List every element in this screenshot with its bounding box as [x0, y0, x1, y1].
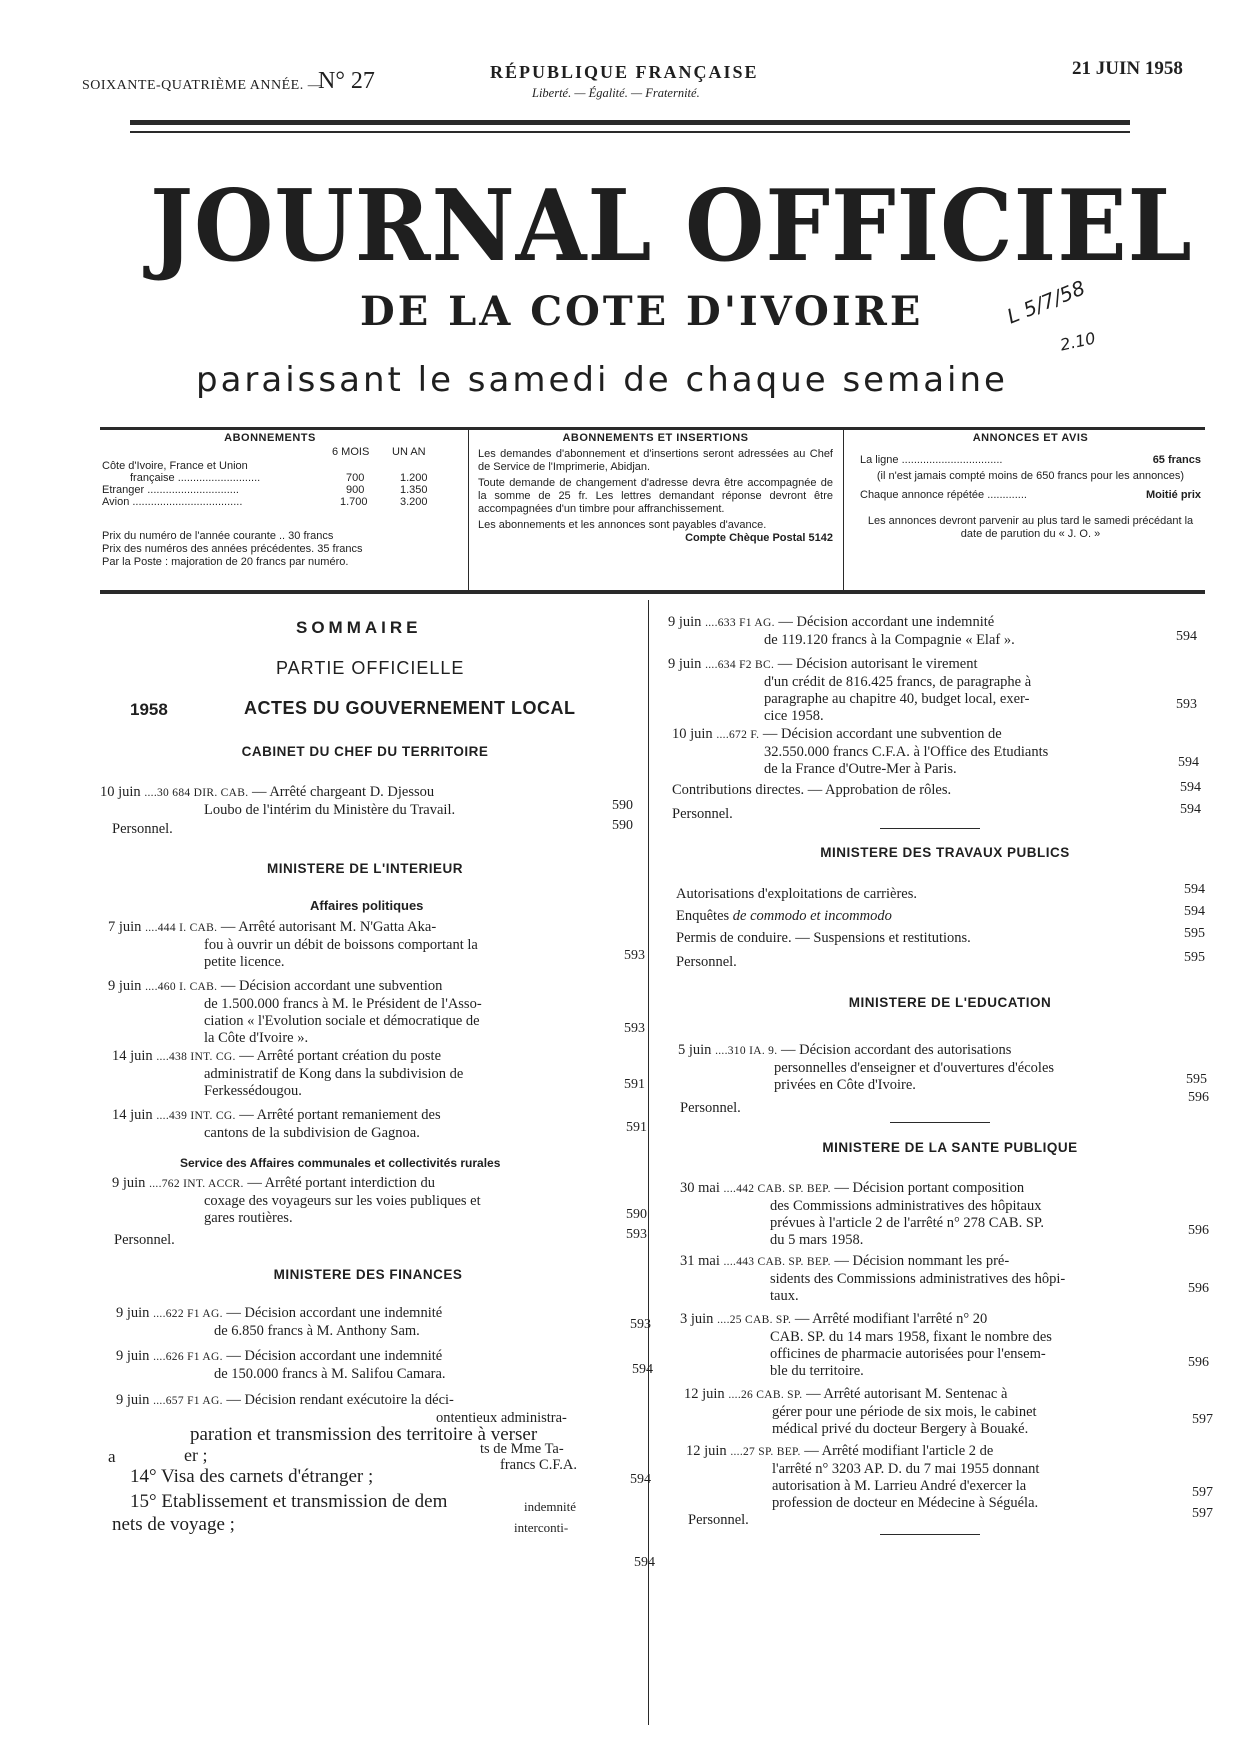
section-rule — [890, 1122, 990, 1123]
service-heading: Service des Affaires communales et collectivités rurales — [180, 1156, 501, 1170]
line-price-value: 65 francs — [1152, 454, 1201, 466]
min-charge-note: (il n'est jamais compté moins de 650 francs pour les annonces) — [876, 470, 1185, 482]
publication-frequency: paraissant le samedi de chaque semaine — [196, 360, 1008, 400]
page-number: 590 — [612, 798, 633, 813]
rate-row-value: 700 — [346, 472, 365, 484]
handwritten-number: 2.10 — [1058, 328, 1098, 355]
entry-text: ciation « l'Evolution sociale et démocratique de — [204, 1013, 480, 1029]
entry-text: personnelles d'enseigner et d'ouvertures d'écoles — [774, 1060, 1055, 1076]
entry-text: CAB. SP. du 14 mars 1958, fixant le nombre des — [770, 1329, 1052, 1345]
overlay-fragment: paration et transmission des territoire à verser — [190, 1424, 538, 1445]
rate-row-value: 1.200 — [400, 472, 428, 484]
rate-row-label: Côte d'Ivoire, France et Union — [102, 460, 248, 472]
rate-row-value: 1.700 — [340, 496, 368, 508]
entry-code: ....30 684 DIR. CAB. — [144, 787, 249, 799]
entry-code: ....672 F. — [716, 729, 760, 741]
entry-text: — Décision accordant une subvention — [220, 978, 443, 994]
page-number: 594 — [632, 1362, 653, 1377]
entry-date: 9 juin — [108, 978, 142, 994]
entry-date: 31 mai — [680, 1253, 720, 1269]
page-number: 591 — [626, 1120, 647, 1135]
deadline-note: Les annonces devront parvenir au plus tard le samedi précédant la date de parution du « J. O. » — [867, 515, 1194, 540]
entry-text: du 5 mars 1958. — [770, 1232, 864, 1248]
section-rule — [880, 1534, 980, 1535]
toc-entry — [680, 1311, 1180, 1380]
entry-code: ....634 F2 BC. — [705, 659, 775, 671]
entry-text: — Décision accordant une indemnité — [226, 1348, 443, 1364]
entry-date: 7 juin — [108, 919, 142, 935]
finances-heading: MINISTERE DES FINANCES — [273, 1267, 463, 1282]
entry-text: la Côte d'Ivoire ». — [204, 1030, 309, 1046]
motto: Liberté. — Égalité. — Fraternité. — [532, 86, 700, 100]
journal-subtitle: DE LA COTE D'IVOIRE — [360, 288, 924, 335]
entry-code: ....25 CAB. SP. — [717, 1314, 792, 1326]
entry-text: — Arrêté autorisant M. Sentenac à — [806, 1386, 1008, 1402]
toc-line: Autorisations d'exploitations de carrières. — [676, 886, 917, 902]
page-number: 596 — [1188, 1281, 1209, 1296]
entry-code: ....26 CAB. SP. — [728, 1389, 803, 1401]
page-number: 594 — [1180, 802, 1201, 817]
entry-code: ....444 I. CAB. — [145, 922, 218, 934]
col-six-months: 6 MOIS — [332, 446, 370, 458]
entry-text: — Décision rendant exécutoire la déci- — [226, 1392, 454, 1408]
toc-entry — [116, 1348, 616, 1383]
overlay-fragment: ts de Mme Ta- — [480, 1441, 564, 1457]
entry-text: — Arrêté autorisant M. N'Gatta Aka- — [220, 919, 437, 935]
entry-text: fou à ouvrir un débit de boissons comportant la — [204, 937, 478, 953]
entry-text: — Arrêté portant création du poste — [239, 1048, 442, 1064]
entry-text: Ferkessédougou. — [204, 1083, 302, 1099]
page-number: 594 — [1184, 882, 1205, 897]
toc-entry — [668, 656, 1168, 725]
overlay-fragment: 14° Visa des carnets d'étranger ; — [130, 1466, 374, 1487]
repeat-label: Chaque annonce répétée ............. — [860, 489, 1027, 501]
toc-entry — [100, 784, 600, 819]
entry-code: ....439 INT. CG. — [156, 1110, 236, 1122]
entry-text: ble du territoire. — [770, 1363, 864, 1379]
entry-text: cantons de la subdivision de Gagnoa. — [204, 1125, 420, 1141]
page-number: 597 — [1192, 1485, 1213, 1500]
box-insertions — [478, 432, 833, 545]
box-insertions-title: ABONNEMENTS ET INSERTIONS — [562, 432, 749, 444]
rate-row-value: 3.200 — [400, 496, 428, 508]
toc-entry — [668, 614, 1168, 649]
entry-code: ....633 F1 AG. — [705, 617, 775, 629]
box-subscriptions — [100, 432, 462, 569]
page-number: 597 — [1192, 1506, 1213, 1521]
travaux-heading: MINISTERE DES TRAVAUX PUBLICS — [820, 845, 1070, 860]
rate-row-value: 1.350 — [400, 484, 428, 496]
toc-entry — [672, 726, 1172, 778]
issue-number: N° 27 — [318, 68, 375, 94]
entry-text: de 150.000 francs à M. Salifou Camara. — [214, 1366, 446, 1382]
page-number: 595 — [1186, 1072, 1207, 1087]
entry-date: 10 juin — [100, 784, 141, 800]
entry-date: 3 juin — [680, 1311, 714, 1327]
entry-date: 14 juin — [112, 1107, 153, 1123]
insertions-paragraph: Les abonnements et les annonces sont payables d'avance. — [478, 519, 767, 531]
personnel-line: Personnel. — [672, 806, 733, 822]
page-number: 596 — [1188, 1090, 1209, 1105]
postal-account: Compte Chèque Postal 5142 — [685, 532, 833, 544]
toc-entry — [678, 1042, 1178, 1094]
entry-text: de 1.500.000 francs à M. le Président de l'Asso- — [204, 996, 482, 1012]
handwritten-note: L 5/7/58 — [1003, 275, 1089, 329]
entry-text: cice 1958. — [764, 708, 824, 724]
page-number: 597 — [1192, 1412, 1213, 1427]
entry-date: 9 juin — [116, 1305, 150, 1321]
toc-entry — [116, 1392, 626, 1427]
entry-text: — Décision accordant une indemnité — [778, 614, 995, 630]
entry-text: — Arrêté modifiant l'arrêté n° 20 — [794, 1311, 988, 1327]
page-number: 594 — [1180, 780, 1201, 795]
entry-text: sidents des Commissions administratives des hôpi- — [770, 1271, 1066, 1287]
rate-row-label: Etranger .............................. — [102, 484, 239, 496]
personnel-line: Personnel. — [112, 821, 173, 837]
partie-heading: PARTIE OFFICIELLE — [276, 658, 465, 678]
cabinet-heading: CABINET DU CHEF DU TERRITOIRE — [241, 744, 489, 759]
entry-date: 9 juin — [116, 1348, 150, 1364]
line-price-label: La ligne ................................. — [860, 454, 1003, 466]
page-number: 594 — [1184, 904, 1205, 919]
entry-date: 12 juin — [686, 1443, 727, 1459]
entry-date: 9 juin — [116, 1392, 150, 1408]
personnel-line: Personnel. — [676, 954, 737, 970]
toc-entry — [116, 1305, 616, 1340]
personnel-line: Personnel. — [680, 1100, 741, 1116]
overlay-fragment: nets de voyage ; — [112, 1514, 235, 1535]
entry-text: — Arrêté portant interdiction du — [247, 1175, 435, 1191]
entry-code: ....626 F1 AG. — [153, 1351, 223, 1363]
entry-date: 9 juin — [112, 1175, 146, 1191]
toc-entry — [108, 978, 608, 1047]
entry-text: d'un crédit de 816.425 francs, de paragraphe à — [764, 674, 1032, 690]
entry-text: Loubo de l'intérim du Ministère du Travail. — [204, 802, 456, 818]
education-heading: MINISTERE DE L'EDUCATION — [848, 995, 1052, 1010]
toc-entry — [680, 1180, 1180, 1249]
entry-text: médical privé du docteur Bergery à Bouaké. — [772, 1421, 1029, 1437]
entry-text: taux. — [770, 1288, 799, 1304]
entry-date: 9 juin — [668, 614, 702, 630]
entry-date: 30 mai — [680, 1180, 720, 1196]
entry-date: 10 juin — [672, 726, 713, 742]
entry-text: 32.550.000 francs C.F.A. à l'Office des Etudiants — [764, 744, 1049, 760]
entry-text: — Arrêté modifiant l'article 2 de — [804, 1443, 994, 1459]
entry-text: autorisation à M. Larrieu André d'exercer la — [772, 1478, 1027, 1494]
entry-date: 9 juin — [668, 656, 702, 672]
page-number: 593 — [624, 1021, 645, 1036]
toc-line-text: Enquêtes — [676, 908, 730, 924]
journal-title: JOURNAL OFFICIEL — [150, 169, 1193, 284]
entry-text: officines de pharmacie autorisées pour l'ensem- — [770, 1346, 1046, 1362]
boxes-bottom-rule — [100, 590, 1205, 594]
entry-text: de 119.120 francs à la Compagnie « Elaf ». — [764, 632, 1015, 648]
issue-date: 21 JUIN 1958 — [1072, 58, 1183, 79]
price-line: Prix du numéro de l'année courante .. 30 francs — [102, 530, 334, 542]
overlay-fragment: indemnité — [524, 1499, 576, 1514]
entry-date: 5 juin — [678, 1042, 712, 1058]
entry-text: — Arrêté chargeant D. Djessou — [252, 784, 435, 800]
page-number: 593 — [624, 948, 645, 963]
entry-code: ....310 IA. 9. — [715, 1045, 778, 1057]
toc-line — [676, 908, 892, 925]
entry-text: administratif de Kong dans la subdivision de — [204, 1066, 464, 1082]
page-number: 594 — [634, 1555, 655, 1570]
entry-text: paragraphe au chapitre 40, budget local, exer- — [764, 691, 1030, 707]
entry-text: l'arrêté n° 3203 AP. D. du 7 mai 1955 donnant — [772, 1461, 1040, 1477]
toc-entry — [112, 1048, 612, 1100]
toc-entry — [686, 1443, 1186, 1512]
page-number: 596 — [1188, 1223, 1209, 1238]
toc-entry — [684, 1386, 1184, 1438]
toc-entry — [112, 1175, 612, 1227]
entry-code: ....443 CAB. SP. BEP. — [723, 1256, 831, 1268]
rate-row-label: française ........................... — [130, 472, 261, 484]
entry-date: 14 juin — [112, 1048, 153, 1064]
sante-heading: MINISTERE DE LA SANTE PUBLIQUE — [822, 1140, 1078, 1155]
entry-code: ....460 I. CAB. — [145, 981, 218, 993]
page-number: 595 — [1184, 950, 1205, 965]
col-one-year: UN AN — [392, 446, 426, 458]
entry-text: gérer pour une période de six mois, le cabinet — [772, 1404, 1037, 1420]
entry-text: profession de docteur en Médecine à Séguéla. — [772, 1495, 1039, 1511]
year-label: SOIXANTE-QUATRIÈME ANNÉE. — — [82, 78, 323, 93]
entry-code: ....657 F1 AG. — [153, 1395, 223, 1407]
price-line: Prix des numéros des années précédentes. 35 francs — [102, 543, 363, 555]
box-announcements-title: ANNONCES ET AVIS — [972, 432, 1089, 444]
page-number: 593 — [1176, 697, 1197, 712]
interieur-heading: MINISTERE DE L'INTERIEUR — [267, 861, 463, 876]
personnel-line: Personnel. — [688, 1512, 749, 1528]
entry-code: ....27 SP. BEP. — [730, 1446, 801, 1458]
toc-line: Permis de conduire. — Suspensions et restitutions. — [676, 930, 971, 946]
overlay-fragment: er ; — [184, 1445, 208, 1465]
box-subscriptions-title: ABONNEMENTS — [224, 432, 316, 444]
repeat-value: Moitié prix — [1145, 489, 1201, 501]
page-number: 590 — [612, 818, 633, 833]
box-divider-2 — [843, 430, 844, 590]
rate-row-label: Avion .................................... — [102, 496, 243, 508]
entry-text: — Décision accordant des autorisations — [781, 1042, 1012, 1058]
entry-text: des Commissions administratives des hôpitaux — [770, 1198, 1042, 1214]
page-number: 594 — [630, 1472, 651, 1487]
entry-text: — Décision accordant une indemnité — [226, 1305, 443, 1321]
section-rule — [880, 828, 980, 829]
toc-entry — [680, 1253, 1180, 1305]
entry-text: — Arrêté portant remaniement des — [239, 1107, 441, 1123]
year-heading: 1958 — [130, 700, 168, 719]
overlay-fragment: 15° Etablissement et transmission de dem — [130, 1491, 448, 1512]
price-line: Par la Poste : majoration de 20 francs par numéro. — [102, 556, 349, 568]
page-number: 594 — [1176, 629, 1197, 644]
page-number: 596 — [1188, 1355, 1209, 1370]
entry-text: — Décision nommant les pré- — [834, 1253, 1010, 1269]
overlay-fragment: interconti- — [514, 1520, 569, 1535]
toc-line-italic: de commodo et incommodo — [732, 908, 892, 924]
entry-text: privées en Côte d'Ivoire. — [774, 1077, 916, 1093]
entry-text: de 6.850 francs à M. Anthony Sam. — [214, 1323, 420, 1339]
entry-text: petite licence. — [204, 954, 285, 970]
actes-heading: ACTES DU GOUVERNEMENT LOCAL — [244, 698, 576, 718]
entry-text: — Décision portant composition — [834, 1180, 1025, 1196]
entry-text: de la France d'Outre-Mer à Paris. — [764, 761, 957, 777]
entry-text: prévues à l'article 2 de l'arrêté n° 278 CAB. SP. — [770, 1215, 1044, 1231]
entry-code: ....442 CAB. SP. BEP. — [723, 1183, 831, 1195]
entry-code: ....762 INT. ACCR. — [149, 1178, 244, 1190]
entry-text: — Décision autorisant le virement — [777, 656, 978, 672]
entry-text: ontentieux administra- — [436, 1410, 567, 1426]
boxes-top-rule — [100, 427, 1205, 430]
entry-text: — Décision accordant une subvention de — [762, 726, 1002, 742]
entry-code: ....622 F1 AG. — [153, 1308, 223, 1320]
page-number: 595 — [1184, 926, 1205, 941]
overlay-fragment: a — [108, 1447, 116, 1466]
entry-code: ....438 INT. CG. — [156, 1051, 236, 1063]
page-number: 593 — [630, 1317, 651, 1332]
page-number: 593 — [626, 1227, 647, 1242]
page-number: 591 — [624, 1077, 645, 1092]
entry-text: coxage des voyageurs sur les voies publiques et — [204, 1193, 481, 1209]
header-rule-thick — [130, 120, 1130, 125]
republic-label: RÉPUBLIQUE FRANÇAISE — [490, 62, 759, 82]
box-divider-1 — [468, 430, 469, 590]
contributions-line: Contributions directes. — Approbation de rôles. — [672, 782, 952, 798]
page-number: 594 — [1178, 755, 1199, 770]
affaires-heading: Affaires politiques — [310, 898, 424, 913]
header-rule-thin — [130, 131, 1130, 133]
toc-entry — [108, 919, 608, 971]
sommaire-heading: SOMMAIRE — [296, 618, 422, 637]
entry-text: gares routières. — [204, 1210, 293, 1226]
entry-date: 12 juin — [684, 1386, 725, 1402]
overlay-fragment: francs C.F.A. — [500, 1457, 577, 1473]
box-announcements — [858, 432, 1203, 541]
personnel-line: Personnel. — [114, 1232, 175, 1248]
insertions-paragraph: Les demandes d'abonnement et d'insertions seront adressées au Chef de Service de l'Imprimerie, Abidjan. — [478, 448, 833, 473]
rate-row-value: 900 — [346, 484, 365, 496]
insertions-paragraph: Toute demande de changement d'adresse devra être accompagnée de la somme de 25 fr. Les lettres demandant réponse devront être accompagnées d'un timbre pour affranchissement. — [478, 477, 833, 515]
toc-entry — [112, 1107, 612, 1142]
page-number: 590 — [626, 1207, 647, 1222]
